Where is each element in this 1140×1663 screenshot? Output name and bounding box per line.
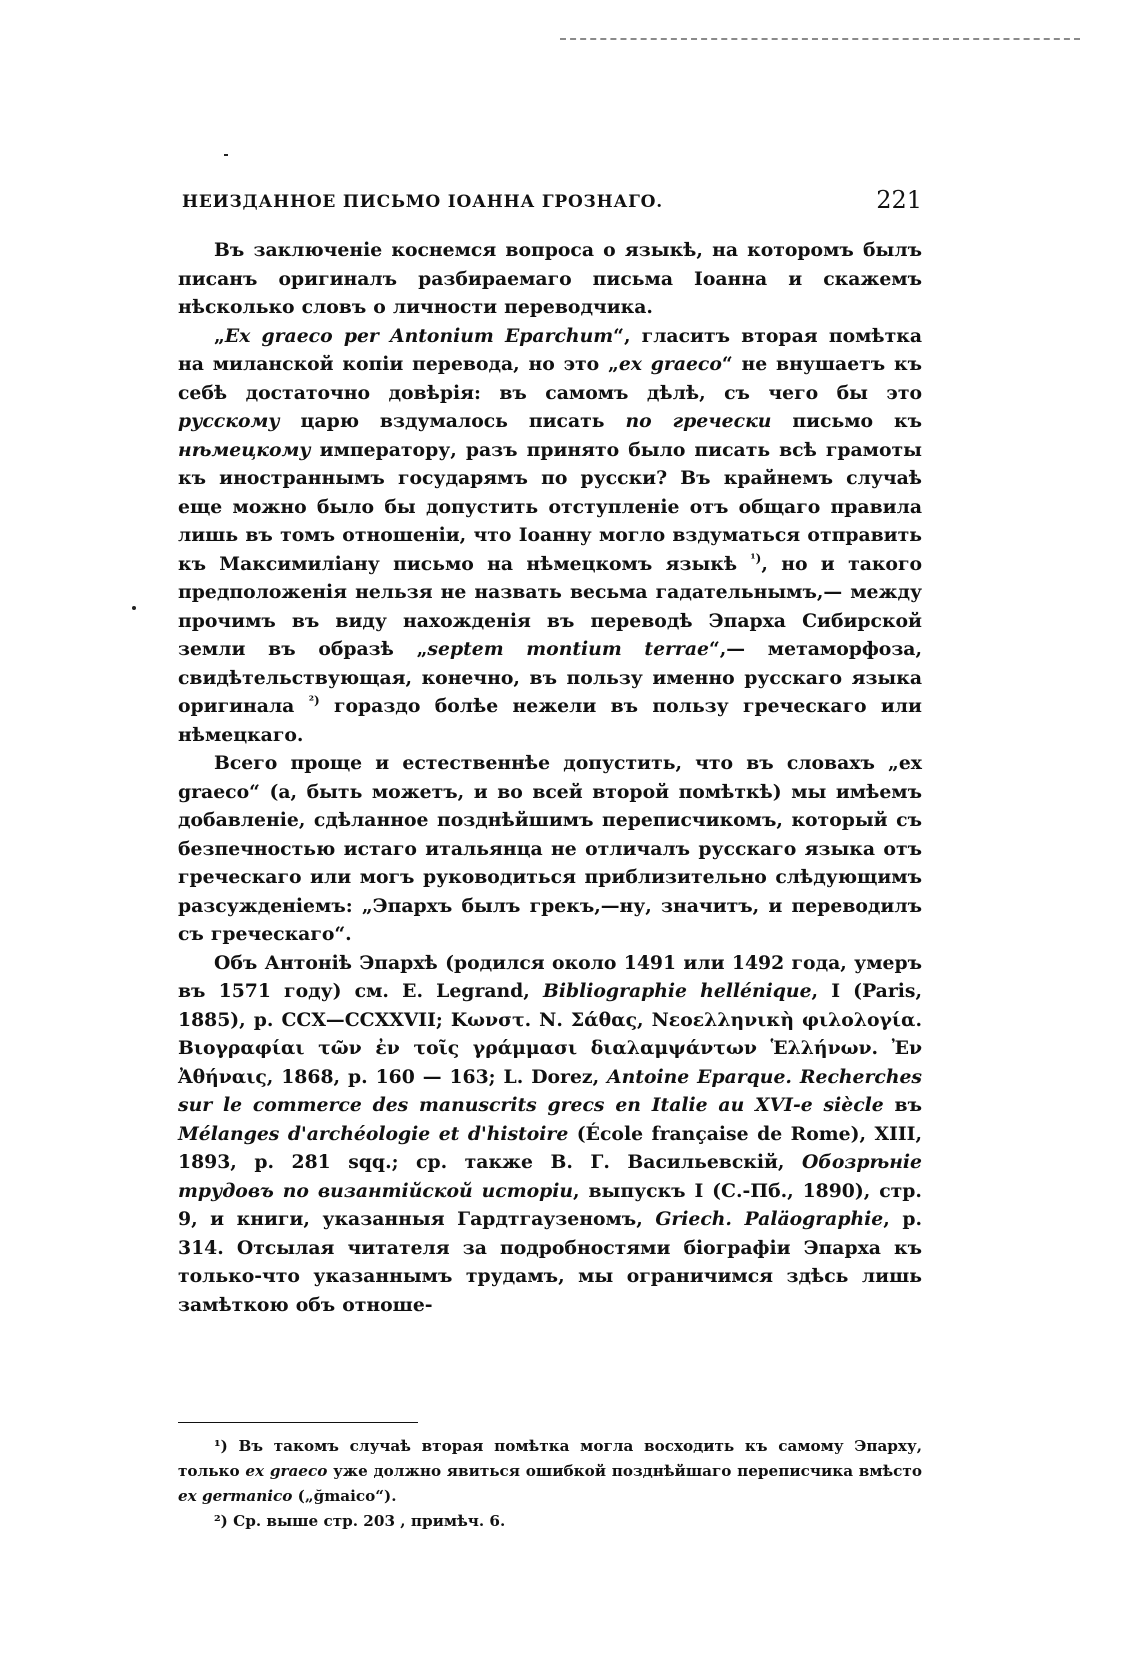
text-run: уже должно явиться ошибкой позднѣйшаго переписчика вмѣсто bbox=[327, 1462, 922, 1480]
italic-melanges: Mélanges d'archéologie et d'histoire bbox=[178, 1122, 569, 1145]
italic-griech-palaeographie: Griech. Paläographie bbox=[655, 1208, 884, 1230]
quote-mark: „ bbox=[416, 638, 428, 660]
paragraph-2 bbox=[178, 322, 922, 750]
italic-obozrenie: Обозрѣніе трудовъ по византійской исторіи bbox=[178, 1151, 922, 1202]
main-text bbox=[178, 236, 922, 1319]
text-run: письмо къ bbox=[771, 410, 922, 432]
footnote-rule bbox=[178, 1422, 418, 1423]
text-run: , гласитъ вторая помѣтка на миланской копіи перевода, но это bbox=[178, 324, 922, 375]
italic-ex-germanico: ex germanico bbox=[178, 1487, 293, 1505]
running-title: НЕИЗДАННОЕ ПИСЬМО ІОАННА ГРОЗНАГО. bbox=[182, 192, 663, 212]
italic-ex-graeco: ex graeco bbox=[618, 353, 722, 375]
text-run: , p. 314. Отсылая читателя за подробностями біографіи Эпарха къ только-что указаннымъ трудамъ, мы ограничимся здѣсь лишь замѣткою объ отноше- bbox=[178, 1208, 922, 1316]
paragraph-3: Всего проще и естественнѣе допустить, что въ словахъ „ex graeco“ (а, быть можетъ, и во всей второй помѣткѣ) мы имѣемъ добавленіе, сдѣланное позднѣйшимъ переписчикомъ, который съ безпечностью истаго итальянца не отличалъ русскаго языка отъ греческаго или могъ руководиться приблизительно слѣдующимъ разсужденіемъ: „Эпархъ былъ грекъ,—ну, значитъ, и переводилъ съ греческаго“. bbox=[178, 752, 922, 945]
quote-mark: “ bbox=[708, 638, 720, 660]
running-header bbox=[178, 186, 922, 220]
paragraph-1: Въ заключеніе коснемся вопроса о языкѣ, на которомъ былъ писанъ оригиналъ разбираемаго письма Іоанна и скажемъ нѣсколько словъ о личности переводчика. bbox=[178, 239, 922, 318]
italic-antoine-eparque: Antoine Eparque. Recherches sur le commerce des manuscrits grecs en Italie au XVI-e siècle bbox=[178, 1065, 922, 1116]
footnote-ref-2[interactable]: ²) bbox=[308, 693, 320, 708]
paragraph-4 bbox=[178, 949, 922, 1320]
text-run: (École française de Rome), XIII, 1893, p. 281 sqq.; ср. также В. Г. Васильевскій, bbox=[178, 1122, 922, 1173]
scan-top-rule bbox=[560, 38, 1080, 40]
text-run: царю вздумалось писать bbox=[279, 410, 626, 432]
italic-po-grecheski: по гречески bbox=[625, 410, 772, 432]
italic-bibliographie: Bibliographie hellénique bbox=[543, 980, 812, 1002]
italic-russkomu: русскому bbox=[178, 410, 280, 432]
quote-mark: “ bbox=[721, 353, 733, 375]
text-run: гораздо болѣе нежели въ пользу греческаго или нѣмецкаго. bbox=[178, 695, 922, 746]
italic-septem-montium-terrae: septem montium terrae bbox=[427, 638, 709, 660]
text-run: въ bbox=[883, 1094, 922, 1116]
text-run: Объ Антоніѣ Эпархѣ (родился около 1491 или 1492 года, умеръ въ 1571 году) см. E. Legrand, bbox=[178, 951, 922, 1002]
quote-mark: „ bbox=[608, 353, 619, 375]
italic-ex-graeco: ex graeco bbox=[245, 1462, 328, 1480]
italic-ex-graeco-per-antonium: Ex graeco per Antonium Eparchum bbox=[224, 324, 614, 347]
margin-dot bbox=[132, 606, 136, 610]
scan-speck bbox=[224, 154, 228, 156]
quote-mark: “ bbox=[613, 324, 624, 347]
footnote-2: ²) Ср. выше стр. 203 , примѣч. 6. bbox=[214, 1512, 506, 1530]
footnote-ref-1[interactable]: ¹) bbox=[750, 551, 762, 566]
text-run: императору, разъ принято было писать всѣ грамоты къ иностраннымъ государямъ по русски? Въ крайнемъ случаѣ еще можно было бы допустить отступленіе отъ общаго правила лишь въ томъ отношеніи, что Іоанну могло вздуматься отправить къ Максимиліану письмо на нѣмецкомъ языкѣ bbox=[178, 438, 922, 575]
text-run: , но и такого предположенія нельзя не назвать весьма гадательнымъ,— между прочимъ въ виду нахожденія въ переводѣ Эпарха Сибирской земли въ образѣ bbox=[178, 552, 922, 660]
text-run: не внушаетъ къ себѣ достаточно довѣрія: въ самомъ дѣлѣ, съ чего бы это bbox=[178, 353, 922, 404]
italic-nemetskomu: нѣмецкому bbox=[178, 438, 311, 461]
footnotes bbox=[178, 1434, 922, 1534]
quote-mark: „ bbox=[214, 324, 225, 347]
footnote-marker: ¹) bbox=[214, 1437, 228, 1455]
page-number: 221 bbox=[876, 186, 922, 214]
text-run: , выпускъ I (С.-Пб., 1890), стр. 9, и книги, указанныя Гардтгаузеномъ, bbox=[178, 1179, 922, 1230]
text-run: , I (Paris, 1885), p. CCX—CCXXVII; Κωνστ. Ν. Σάθας, Νεοελληνικὴ φιλολογία. Βιογραφίαι τῶν ἐν τοῖς γράμμασι διαλαμψάντων Ἑλλήνων. Ἐν Ἀθήναις, 1868, p. 160 — 163; L. Dorez, bbox=[178, 980, 922, 1088]
footnote-1 bbox=[178, 1434, 922, 1509]
text-run: ,— метаморфоза, свидѣтельствующая, конечно, въ пользу именно русскаго языка оригинала bbox=[178, 638, 923, 717]
text-run: („ğmaico“). bbox=[292, 1487, 397, 1505]
text-run: Въ такомъ случаѣ вторая помѣтка могла восходить къ самому Эпарху, только bbox=[178, 1437, 922, 1480]
